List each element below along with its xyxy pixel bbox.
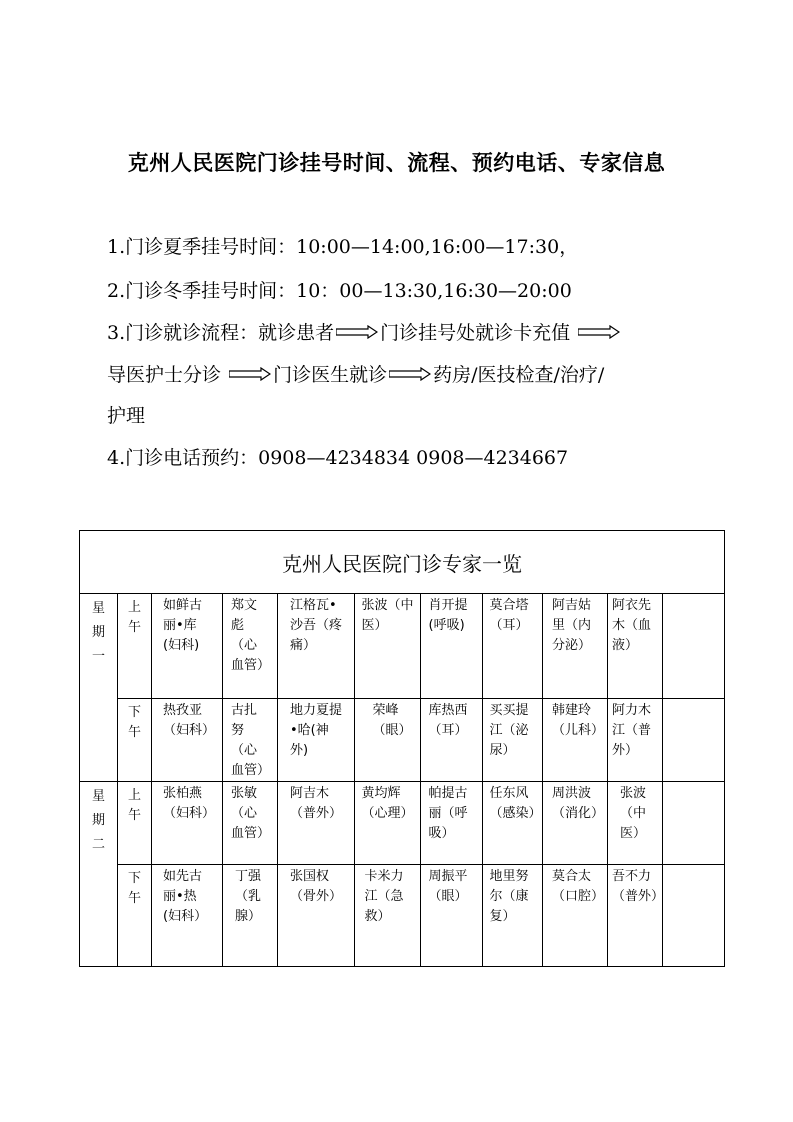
step-pharmacy: 药房/医技检查/治疗/ (433, 364, 605, 386)
doctor-cell: 如鲜古丽•库(妇科) (152, 594, 223, 699)
empty-cell (663, 594, 725, 699)
doctor-cell: 任东风（感染） (483, 782, 543, 865)
doctor-cell: 周洪波（消化） (543, 782, 608, 865)
doctor-cell: 张波（中医） (608, 782, 663, 865)
empty-cell (663, 699, 725, 782)
doctor-cell: 阿力木江（普外） (608, 699, 663, 782)
doctor-cell: 周振平（眼） (421, 865, 483, 967)
process-prefix: 3.门诊就诊流程：就诊患者 (107, 322, 335, 344)
doctor-cell: 吾不力（普外） (608, 865, 663, 967)
doctor-cell: 肖开提(呼吸) (421, 594, 483, 699)
step-register: 门诊挂号处就诊卡充值 (380, 322, 571, 344)
table-row (80, 782, 725, 865)
step-care: 护理 (107, 405, 146, 427)
doctor-cell: 如先古丽•热(妇科） (152, 865, 223, 967)
empty-cell (663, 782, 725, 865)
doctor-cell: 地里努尔（康复） (483, 865, 543, 967)
doctor-cell: 韩建玲（儿科） (543, 699, 608, 782)
table-caption: 克州人民医院门诊专家一览 (80, 531, 725, 594)
day-label: 星期二 (80, 782, 118, 967)
doctor-cell: 阿吉姑里（内分泌） (543, 594, 608, 699)
doctor-cell: 卡米力江（急救） (355, 865, 421, 967)
doctor-cell: 阿吉木（普外） (278, 782, 355, 865)
doctor-cell: 莫合太（口腔） (543, 865, 608, 967)
doctor-cell: 黄均辉（心理） (355, 782, 421, 865)
summer-hours: 1.门诊夏季挂号时间：10:00—14:00,16:00—17:30， (107, 236, 579, 258)
half-label: 上午 (118, 782, 152, 865)
doctor-cell: 库热西（耳） (421, 699, 483, 782)
doctor-cell: 热孜亚（妇科） (152, 699, 223, 782)
table-row (80, 865, 725, 967)
arrow-right-icon (229, 367, 271, 381)
doctor-cell: 古扎努（心血管） (223, 699, 278, 782)
doctor-cell: 阿衣先木（血液） (608, 594, 663, 699)
page-title: 克州人民医院门诊挂号时间、流程、预约电话、专家信息 (127, 151, 666, 175)
step-doctor: 门诊医生就诊 (273, 364, 388, 386)
doctor-cell: 张敏（心血管） (223, 782, 278, 865)
table-row (80, 594, 725, 699)
table-row (80, 699, 725, 782)
doctor-cell: 张柏燕（妇科） (152, 782, 223, 865)
half-label: 上午 (118, 594, 152, 699)
arrow-right-icon (389, 367, 431, 381)
doctor-cell: 莫合塔（耳） (483, 594, 543, 699)
step-triage: 导医护士分诊 (107, 364, 222, 386)
process-line (107, 318, 622, 345)
doctor-cell: 丁强（乳腺） (223, 865, 278, 967)
doctor-cell: 荣峰（眼） (355, 699, 421, 782)
experts-table (79, 530, 725, 967)
doctor-cell: 买买提江（泌尿） (483, 699, 543, 782)
phone-booking: 4.门诊电话预约：0908—4234834 0908—4234667 (107, 447, 569, 469)
empty-cell (663, 865, 725, 967)
arrow-right-icon (336, 325, 378, 339)
doctor-cell: 江格瓦•沙吾（疼痛） (278, 594, 355, 699)
doctor-cell: 帕提古丽（呼吸） (421, 782, 483, 865)
winter-hours: 2.门诊冬季挂号时间：10：00—13:30,16:30—20:00 (107, 280, 572, 302)
day-label: 星期一 (80, 594, 118, 782)
half-label: 下午 (118, 865, 152, 967)
doctor-cell: 张波（中医） (355, 594, 421, 699)
half-label: 下午 (118, 699, 152, 782)
process-line-2 (107, 360, 604, 387)
doctor-cell: 张国权（骨外） (278, 865, 355, 967)
doctor-cell: 郑文彪（心血管） (223, 594, 278, 699)
doctor-cell: 地力夏提•哈(神外) (278, 699, 355, 782)
arrow-right-icon (578, 325, 620, 339)
